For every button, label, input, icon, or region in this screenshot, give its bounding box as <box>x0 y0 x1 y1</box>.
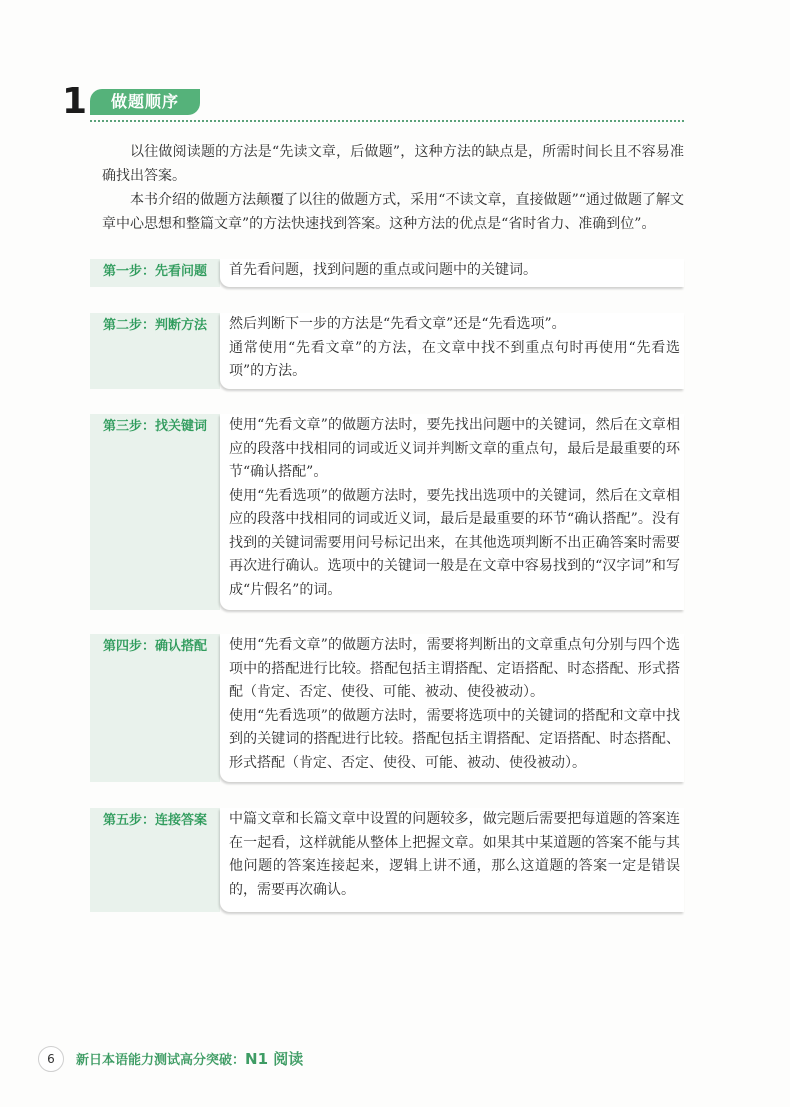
step-label: 第五步：连接答案 <box>102 813 207 828</box>
step-body <box>220 313 684 389</box>
step-paragraph: 使用“先看文章”的做题方法时，要先找出问题中的关键词，然后在文章相应的段落中找相同的词或近义词并判断文章的重点句，最后是最重要的环节“确认搭配”。 <box>229 417 680 480</box>
step-label-box <box>90 808 220 912</box>
step-label-box <box>90 634 220 782</box>
book-title-subtitle: N1 阅读 <box>245 1050 304 1068</box>
dotted-divider <box>90 120 684 122</box>
step-label: 第三步：找关键词 <box>102 419 207 434</box>
step-label: 第二步：判断方法 <box>102 318 207 333</box>
step-label-box <box>90 259 220 287</box>
intro-text <box>102 140 684 236</box>
step-3 <box>90 414 684 610</box>
step-paragraph: 通常使用“先看文章”的方法，在文章中找不到重点句时再使用“先看选项”的方法。 <box>229 339 680 379</box>
step-body <box>220 414 684 610</box>
step-paragraph: 然后判断下一步的方法是“先看文章”还是“先看选项”。 <box>229 316 566 332</box>
step-body <box>220 634 684 782</box>
step-5 <box>90 808 684 912</box>
step-paragraph: 中篇文章和长篇文章中设置的问题较多，做完题后需要把每道题的答案连在一起看，这样就能从整体上把握文章。如果其中某道题的答案不能与其他问题的答案连接起来，逻辑上讲不通，那么这道题的答案一定是错误的，需要再次确认。 <box>229 811 680 898</box>
step-paragraph: 使用“先看选项”的做题方法时，要先找出选项中的关键词，然后在文章相应的段落中找相同的词或近义词，最后是最重要的环节“确认搭配”。没有找到的关键词需要用问号标记出来，在其他选项判断不出正确答案时需要再次进行确认。选项中的关键词一般是在文章中容易找到的“汉字词”和写成“片假名”的词。 <box>229 487 680 598</box>
step-label: 第一步：先看问题 <box>102 264 207 279</box>
section-title: 做题顺序 <box>90 89 200 115</box>
step-1 <box>90 259 684 287</box>
step-paragraph: 使用“先看选项”的做题方法时，需要将选项中的关键词的搭配和文章中找到的关键词的搭配进行比较。搭配包括主谓搭配、定语搭配、时态搭配、形式搭配（肯定、否定、使役、可能、被动、使役被动）。 <box>229 707 680 771</box>
book-title <box>76 1048 303 1072</box>
page-number: 6 <box>38 1046 64 1072</box>
step-body <box>220 259 684 287</box>
step-label-box <box>90 414 220 610</box>
book-title-main: 新日本语能力测试高分突破： <box>76 1053 246 1068</box>
page-footer <box>38 1046 438 1072</box>
step-label-box <box>90 313 220 389</box>
step-2 <box>90 313 684 389</box>
intro-paragraph: 本书介绍的做题方法颠覆了以往的做题方式，采用“不读文章，直接做题”“通过做题了解文章中心思想和整篇文章”的方法快速找到答案。这种方法的优点是“省时省力、准确到位”。 <box>102 192 684 232</box>
step-label: 第四步：确认搭配 <box>102 639 207 654</box>
intro-paragraph: 以往做阅读题的方法是“先读文章，后做题”，这种方法的缺点是，所需时间长且不容易准确找出答案。 <box>102 144 684 184</box>
step-paragraph: 使用“先看文章”的做题方法时，需要将判断出的文章重点句分别与四个选项中的搭配进行比较。搭配包括主谓搭配、定语搭配、时态搭配、形式搭配（肯定、否定、使役、可能、被动、使役被动）。 <box>229 637 680 700</box>
section-number: 1 <box>62 81 88 122</box>
section-header <box>62 81 682 124</box>
step-4 <box>90 634 684 782</box>
step-paragraph: 首先看问题，找到问题的重点或问题中的关键词。 <box>229 262 537 278</box>
step-body <box>220 808 684 912</box>
